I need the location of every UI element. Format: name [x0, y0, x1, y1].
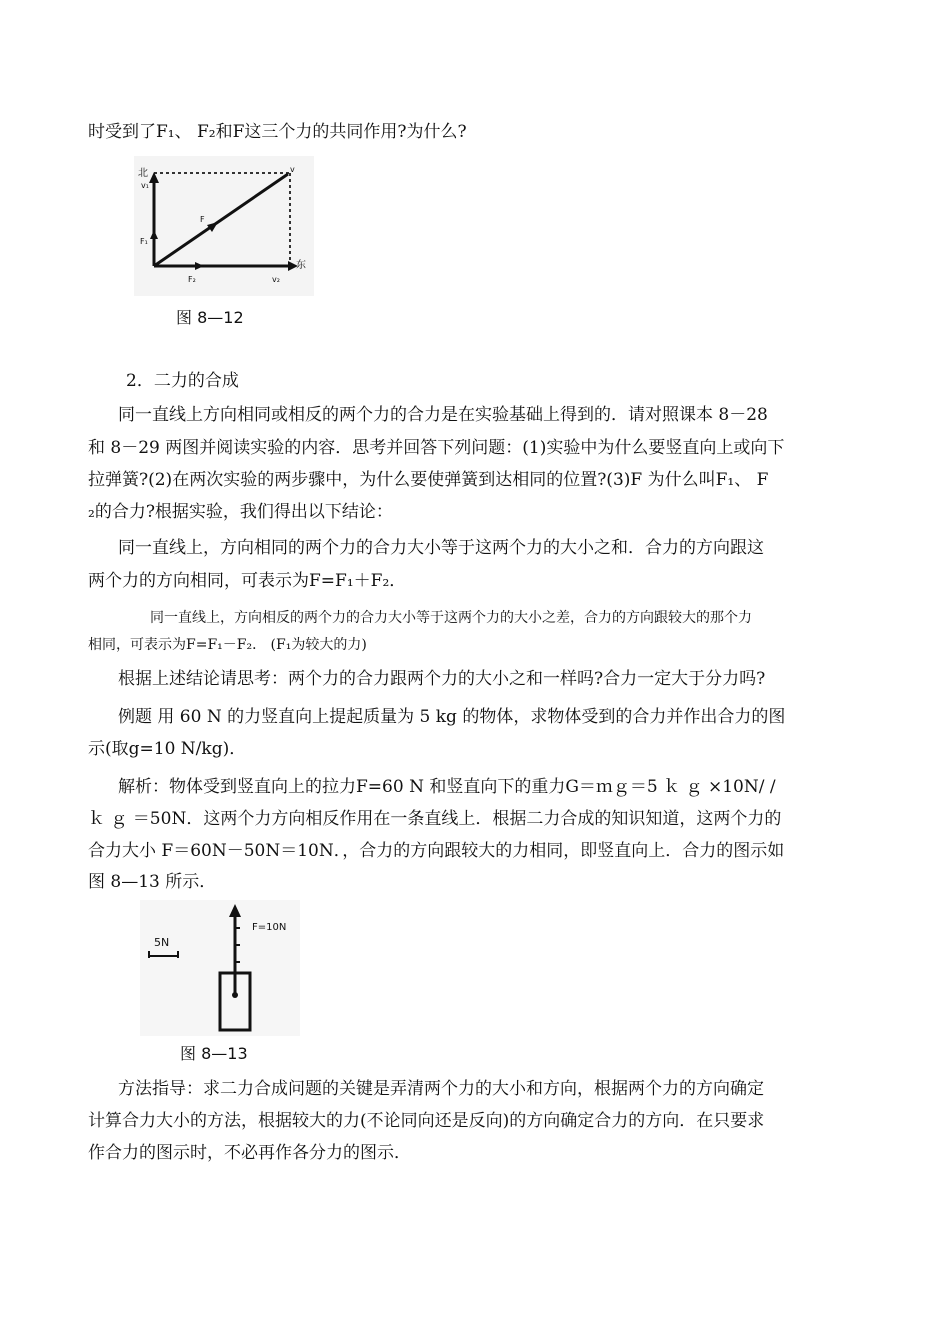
text-line: 方法指导：求二力合成问题的关键是弄清两个力的大小和方向，根据两个力的方向确定	[118, 1079, 764, 1099]
force-label: F=10N	[252, 922, 287, 933]
text-line: 两个力的方向相同，可表示为F=F₁＋F₂．	[88, 571, 407, 591]
v2-label: v₂	[272, 275, 280, 284]
corner-label: v	[290, 165, 295, 174]
north-label: 北	[138, 168, 148, 179]
f2-label: F₂	[188, 275, 196, 284]
text-line: 和 8－29 两图并阅读实验的内容．思考并回答下列问题：(1)实验中为什么要竖直向上或向下	[88, 438, 785, 458]
text-line: 拉弹簧?(2)在两次实验的两步骤中，为什么要使弹簧到达相同的位置?(3)F 为什么叫F₁、 F	[88, 470, 769, 490]
f-label: F	[200, 215, 205, 224]
v1-label: v₁	[141, 181, 149, 190]
text-line: ₂的合力?根据实验，我们得出以下结论：	[88, 502, 393, 522]
section-title: 2．二力的合成	[126, 371, 239, 391]
figure-8-13	[140, 900, 300, 1036]
text-line: ｋ ｇ ＝50N．这两个力方向相反作用在一条直线上．根据二力合成的知识知道，这两个力的	[88, 809, 782, 829]
text-line: 计算合力大小的方法，根据较大的力(不论同向还是反向)的方向确定合力的方向．在只要求	[88, 1111, 765, 1131]
f1-label: F₁	[140, 237, 148, 246]
figure-8-13-caption: 图 8—13	[180, 1044, 248, 1063]
text-line: 同一直线上，方向相同的两个力的合力大小等于这两个力的大小之和．合力的方向跟这	[118, 538, 764, 558]
text-line: 根据上述结论请思考：两个力的合力跟两个力的大小之和一样吗?合力一定大于分力吗?	[118, 669, 766, 689]
text-line: 例题 用 60 N 的力竖直向上提起质量为 5 kg 的物体，求物体受到的合力并作出合力的图	[118, 707, 786, 727]
figure-8-12	[134, 156, 314, 296]
east-label: 东	[296, 260, 306, 271]
text-line: 图 8—13 所示．	[88, 872, 217, 892]
text-line: 时受到了F₁、 F₂和F这三个力的共同作用?为什么?	[88, 122, 467, 142]
figure-8-12-caption: 图 8—12	[176, 308, 244, 327]
text-line: 同一直线上，方向相反的两个力的合力大小等于这两个力的大小之差，合力的方向跟较大的那个力	[150, 610, 752, 626]
text-line: 相同，可表示为F=F₁－F₂． (F₁为较大的力)	[88, 637, 367, 653]
text-line: 作合力的图示时，不必再作各分力的图示．	[88, 1143, 411, 1163]
scale-label: 5N	[154, 936, 170, 949]
text-line: 示(取g=10 N/kg)．	[88, 739, 247, 759]
text-line: 同一直线上方向相同或相反的两个力的合力是在实验基础上得到的．请对照课本 8－28	[118, 405, 768, 425]
text-line: 合力大小 F＝60N－50N＝10N．，合力的方向跟较大的力相同，即竖直向上．合力的图示如	[88, 841, 785, 861]
text-line: 解析：物体受到竖直向上的拉力F=60 N 和竖直向下的重力G＝ｍｇ＝5 ｋ ｇ ×10N/ /	[118, 777, 776, 797]
